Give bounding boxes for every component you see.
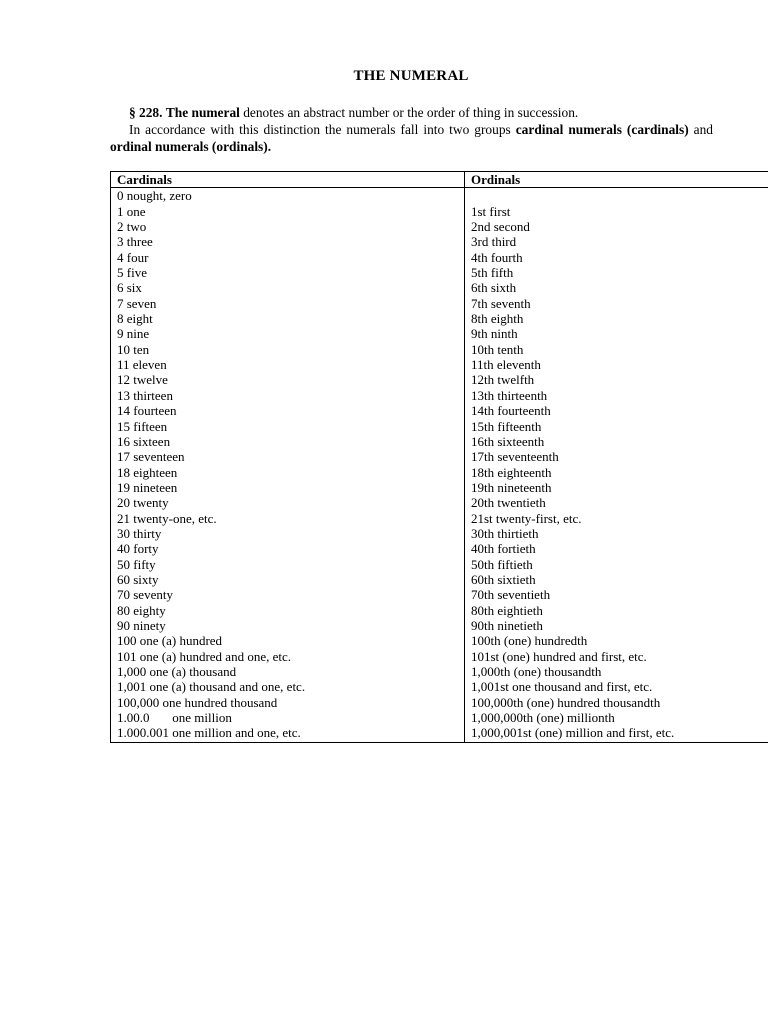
table-row bbox=[111, 296, 768, 311]
ordinal-cell: 18th eighteenth bbox=[465, 465, 768, 480]
page-title: THE NUMERAL bbox=[353, 68, 469, 84]
table-row bbox=[111, 388, 768, 403]
header-ordinals: Ordinals bbox=[465, 172, 768, 188]
table-row bbox=[111, 572, 768, 587]
ordinal-cell: 14th fourteenth bbox=[465, 403, 768, 418]
table-row bbox=[111, 250, 768, 265]
cardinal-cell: 30 thirty bbox=[111, 526, 465, 541]
cardinal-cell: 1,001 one (a) thousand and one, etc. bbox=[111, 679, 465, 694]
table-row bbox=[111, 725, 768, 742]
table-row bbox=[111, 326, 768, 341]
table-row bbox=[111, 587, 768, 602]
cardinal-cell: 50 fifty bbox=[111, 557, 465, 572]
defined-term: The numeral bbox=[165, 105, 240, 120]
table-row bbox=[111, 495, 768, 510]
cardinal-cell: 16 sixteen bbox=[111, 434, 465, 449]
ordinal-cell: 17th seventeenth bbox=[465, 449, 768, 464]
table-row bbox=[111, 480, 768, 495]
table-row bbox=[111, 710, 768, 725]
cardinal-term: cardinal numerals (cardinals) bbox=[515, 122, 689, 137]
ordinal-cell bbox=[465, 188, 768, 204]
table-row bbox=[111, 557, 768, 572]
ordinal-cell: 100,000th (one) hundred thousandth bbox=[465, 695, 768, 710]
table-row bbox=[111, 434, 768, 449]
table-row bbox=[111, 618, 768, 633]
ordinal-cell: 5th fifth bbox=[465, 265, 768, 280]
ordinal-cell: 20th twentieth bbox=[465, 495, 768, 510]
cardinal-cell: 18 eighteen bbox=[111, 465, 465, 480]
cardinal-cell: 11 eleven bbox=[111, 357, 465, 372]
cardinal-cell: 20 twenty bbox=[111, 495, 465, 510]
cardinal-cell: 90 ninety bbox=[111, 618, 465, 633]
ordinal-cell: 12th twelfth bbox=[465, 372, 768, 387]
cardinal-cell: 1,000 one (a) thousand bbox=[111, 664, 465, 679]
cardinal-cell: 40 forty bbox=[111, 541, 465, 556]
table-row bbox=[111, 695, 768, 710]
table-row bbox=[111, 465, 768, 480]
cardinal-cell: 13 thirteen bbox=[111, 388, 465, 403]
cardinal-cell: 10 ten bbox=[111, 342, 465, 357]
ordinal-cell: 30th thirtieth bbox=[465, 526, 768, 541]
numerals-table bbox=[110, 171, 768, 743]
cardinal-cell: 15 fifteen bbox=[111, 419, 465, 434]
ordinal-cell: 21st twenty-first, etc. bbox=[465, 511, 768, 526]
cardinal-cell: 60 sixty bbox=[111, 572, 465, 587]
ordinal-cell: 1,000th (one) thousandth bbox=[465, 664, 768, 679]
ordinal-cell: 9th ninth bbox=[465, 326, 768, 341]
ordinal-cell: 1,001st one thousand and first, etc. bbox=[465, 679, 768, 694]
table-row bbox=[111, 280, 768, 295]
table-row bbox=[111, 664, 768, 679]
definition-paragraph bbox=[110, 104, 713, 121]
ordinal-cell: 6th sixth bbox=[465, 280, 768, 295]
distinction-conjunction: and bbox=[688, 122, 713, 137]
ordinal-cell: 16th sixteenth bbox=[465, 434, 768, 449]
ordinal-cell: 15th fifteenth bbox=[465, 419, 768, 434]
ordinal-cell: 13th thirteenth bbox=[465, 388, 768, 403]
table-row bbox=[111, 541, 768, 556]
section-number: § 228. bbox=[129, 105, 163, 120]
table-row bbox=[111, 511, 768, 526]
cardinal-cell: 5 five bbox=[111, 265, 465, 280]
definition-text: denotes an abstract number or the order of thing in succession. bbox=[239, 105, 579, 120]
ordinal-cell: 101st (one) hundred and first, etc. bbox=[465, 649, 768, 664]
cardinal-cell: 3 three bbox=[111, 234, 465, 249]
cardinal-cell: 1.000.001 one million and one, etc. bbox=[111, 725, 465, 742]
ordinal-cell: 7th seventh bbox=[465, 296, 768, 311]
cardinal-cell: 100 one (a) hundred bbox=[111, 633, 465, 648]
ordinal-cell: 70th seventieth bbox=[465, 587, 768, 602]
ordinal-cell: 4th fourth bbox=[465, 250, 768, 265]
table-row bbox=[111, 403, 768, 418]
table-row bbox=[111, 234, 768, 249]
table-row bbox=[111, 449, 768, 464]
cardinal-cell: 80 eighty bbox=[111, 603, 465, 618]
cardinal-cell: 4 four bbox=[111, 250, 465, 265]
table-row bbox=[111, 188, 768, 204]
table-row bbox=[111, 311, 768, 326]
ordinal-cell: 10th tenth bbox=[465, 342, 768, 357]
ordinal-cell: 100th (one) hundredth bbox=[465, 633, 768, 648]
cardinal-cell: 2 two bbox=[111, 219, 465, 234]
ordinal-cell: 2nd second bbox=[465, 219, 768, 234]
cardinal-cell: 7 seven bbox=[111, 296, 465, 311]
cardinal-cell: 8 eight bbox=[111, 311, 465, 326]
cardinal-cell: 101 one (a) hundred and one, etc. bbox=[111, 649, 465, 664]
table-row bbox=[111, 526, 768, 541]
table-row bbox=[111, 603, 768, 618]
table-row bbox=[111, 204, 768, 219]
ordinal-cell: 19th nineteenth bbox=[465, 480, 768, 495]
ordinal-cell: 80th eightieth bbox=[465, 603, 768, 618]
ordinal-cell: 40th fortieth bbox=[465, 541, 768, 556]
numerals-table-body bbox=[111, 188, 768, 742]
ordinal-cell: 1st first bbox=[465, 204, 768, 219]
table-row bbox=[111, 649, 768, 664]
table-header-row bbox=[111, 172, 768, 188]
cardinal-cell: 12 twelve bbox=[111, 372, 465, 387]
ordinal-cell: 1,000,001st (one) million and first, etc. bbox=[465, 725, 768, 742]
table-row bbox=[111, 265, 768, 280]
ordinal-cell: 90th ninetieth bbox=[465, 618, 768, 633]
table-row bbox=[111, 219, 768, 234]
ordinal-cell: 50th fiftieth bbox=[465, 557, 768, 572]
header-cardinals: Cardinals bbox=[111, 172, 465, 188]
cardinal-cell: 6 six bbox=[111, 280, 465, 295]
table-row bbox=[111, 372, 768, 387]
cardinal-cell: 70 seventy bbox=[111, 587, 465, 602]
cardinal-cell: 100,000 one hundred thousand bbox=[111, 695, 465, 710]
table-row bbox=[111, 633, 768, 648]
cardinal-cell: 1.00.0 one million bbox=[111, 710, 465, 725]
ordinal-cell: 8th eighth bbox=[465, 311, 768, 326]
cardinal-cell: 1 one bbox=[111, 204, 465, 219]
ordinal-cell: 11th eleventh bbox=[465, 357, 768, 372]
cardinal-cell: 0 nought, zero bbox=[111, 188, 465, 204]
cardinal-cell: 14 fourteen bbox=[111, 403, 465, 418]
distinction-lead: In accordance with this distinction the numerals fall into two groups bbox=[129, 122, 516, 137]
cardinal-cell: 17 seventeen bbox=[111, 449, 465, 464]
cardinal-cell: 21 twenty-one, etc. bbox=[111, 511, 465, 526]
cardinal-cell: 9 nine bbox=[111, 326, 465, 341]
ordinal-cell: 3rd third bbox=[465, 234, 768, 249]
ordinal-term: ordinal numerals (ordinals). bbox=[110, 139, 272, 154]
table-row bbox=[111, 342, 768, 357]
table-row bbox=[111, 679, 768, 694]
table-row bbox=[111, 357, 768, 372]
ordinal-cell: 60th sixtieth bbox=[465, 572, 768, 587]
ordinal-cell: 1,000,000th (one) millionth bbox=[465, 710, 768, 725]
table-row bbox=[111, 419, 768, 434]
distinction-paragraph bbox=[110, 121, 713, 155]
cardinal-cell: 19 nineteen bbox=[111, 480, 465, 495]
